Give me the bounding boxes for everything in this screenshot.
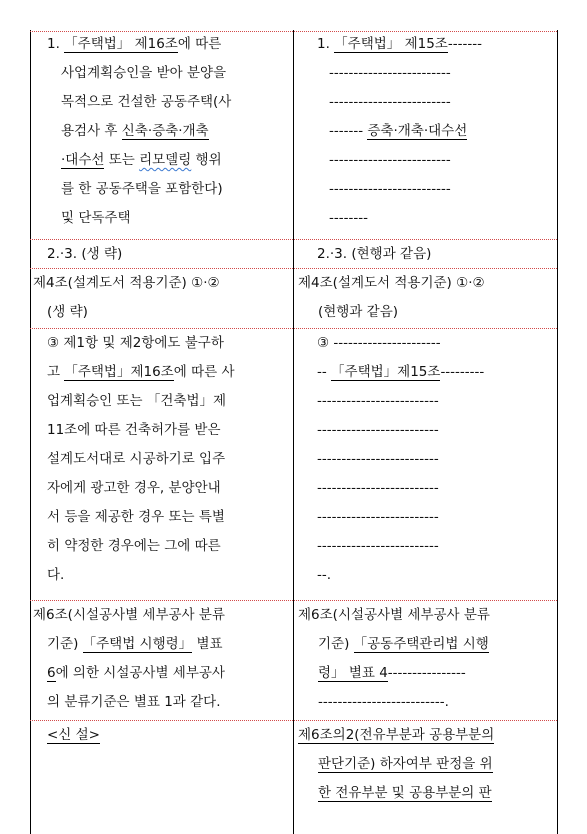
text-line: -------- (329, 210, 368, 226)
row2-left-cell (37, 240, 287, 269)
text-line: 2.·3. (생 략) (47, 246, 123, 262)
text-line: ·대수선 또는 리모델링 행위 (61, 152, 222, 168)
text-line: 서 등을 제공한 경우 또는 특별 (47, 509, 225, 525)
text-line: 고 「주택법」제16조에 따른 사 (47, 364, 235, 380)
text-line: 기준) 「주택법 시행령」 별표 (47, 636, 223, 652)
text-line: --------------------------. (318, 694, 449, 710)
row3-left-cell (33, 269, 283, 327)
text-line: (현행과 같음) (318, 304, 399, 320)
text-line: 1. 「주택법」 제16조에 따른 (47, 36, 222, 52)
text-line: 다. (47, 567, 65, 583)
text-line: 령」 별표 4---------------- (318, 665, 466, 681)
text-line: --. (317, 567, 332, 583)
row5-right-cell (298, 601, 552, 717)
row6-right-cell (298, 721, 552, 808)
text-line: 제6조(시설공사별 세부공사 분류 (33, 607, 225, 623)
text-line: 6에 의한 시설공사별 세부공사 (47, 665, 225, 681)
text-line: ------------------------- (317, 538, 439, 554)
row2-right-cell (301, 240, 555, 269)
text-line: 의 분류기준은 별표 1과 같다. (47, 694, 221, 710)
row4-left-cell (37, 329, 287, 590)
text-line: ------------------------- (317, 451, 439, 467)
row6-left-cell (37, 721, 287, 750)
text-line: ------------------------- (329, 152, 451, 168)
text-line (298, 721, 552, 750)
text-line: 사업계획승인을 받아 분양을 (61, 65, 227, 81)
table-border-left (30, 30, 31, 834)
row1-left-cell (37, 30, 287, 233)
text-line: 히 약정한 경우에는 그에 따른 (47, 538, 221, 554)
row1-right-cell (301, 30, 555, 233)
text-line: 를 한 공동주택을 포함한다) (61, 181, 223, 197)
text-line: ------------------------- (317, 480, 439, 496)
text-line: 기준) 「공동주택관리법 시행 (318, 636, 489, 652)
text-line: 제4조(설계도서 적용기준) ①·② (33, 275, 220, 291)
text-line (298, 750, 552, 779)
text-line: 및 단독주택 (61, 210, 131, 226)
text-line: 2.·3. (현행과 같음) (317, 246, 432, 262)
text-line: 1. 「주택법」 제15조------- (317, 36, 482, 52)
text-line: ③ 제1항 및 제2항에도 불구하 (47, 335, 224, 351)
row4-right-cell (301, 329, 555, 590)
row3-right-cell (298, 269, 552, 327)
text-line: 목적으로 건설한 공동주택(사 (61, 94, 232, 110)
text-line: -- 「주택법」제15조--------- (317, 364, 485, 380)
text-line: 업계획승인 또는 「건축법」제 (47, 393, 227, 409)
text-line (298, 779, 552, 808)
text-line: ------------------------- (329, 94, 451, 110)
text-line: ------------------------- (317, 509, 439, 525)
underlined-text: 제6조의2(전유부분과 공용부분의 (298, 727, 495, 743)
text-line: 설계도서대로 시공하기로 입주 (47, 451, 226, 467)
text-line (37, 721, 287, 750)
underlined-text: 한 전유부분 및 공용부분의 판 (318, 785, 492, 801)
text-line: 용검사 후 신축·증축·개축 (61, 123, 209, 139)
table-border-middle (293, 30, 294, 834)
text-line: ③ ---------------------- (317, 335, 441, 351)
text-line: ------------------------- (317, 422, 439, 438)
text-line: ------- 증축·개축·대수선 (329, 123, 468, 139)
table-border-right (557, 30, 558, 834)
text-line: ------------------------- (329, 181, 451, 197)
text-line: 제6조(시설공사별 세부공사 분류 (298, 607, 490, 623)
text-line: ------------------------- (317, 393, 439, 409)
text-line: 자에게 광고한 경우, 분양안내 (47, 480, 221, 496)
underlined-text: 판단기준) 하자여부 판정을 위 (318, 756, 493, 772)
row5-left-cell (33, 601, 283, 717)
text-line: ------------------------- (329, 65, 451, 81)
text-line: 제4조(설계도서 적용기준) ①·② (298, 275, 485, 291)
text-line: 11조에 따른 건축허가를 받은 (47, 422, 221, 438)
new-provision-label: <신 설> (47, 727, 100, 743)
text-line: (생 략) (47, 304, 88, 320)
